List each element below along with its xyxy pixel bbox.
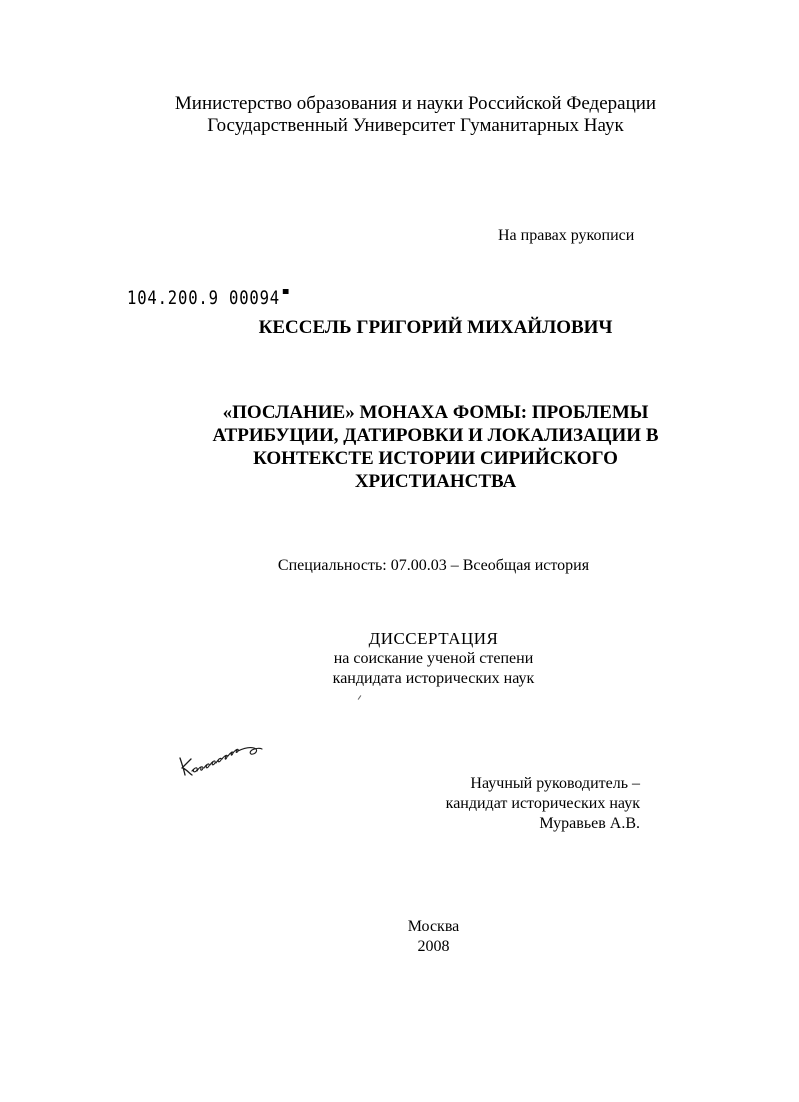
catalog-stamp bbox=[127, 287, 288, 309]
title-line: АТРИБУЦИИ, ДАТИРОВКИ И ЛОКАЛИЗАЦИИ В bbox=[212, 425, 659, 446]
city-name: Москва bbox=[407, 918, 460, 935]
handwritten-signature bbox=[176, 744, 272, 788]
dissertation-title bbox=[0, 401, 799, 493]
year: 2008 bbox=[417, 938, 450, 955]
institution-header bbox=[0, 93, 799, 137]
dissertation-heading: ДИССЕРТАЦИЯ bbox=[368, 629, 499, 648]
rights-note: На правах рукописи bbox=[498, 227, 635, 244]
catalog-stamp-number: 104.200.9 00094 bbox=[127, 287, 281, 309]
title-line: КОНТЕКСТЕ ИСТОРИИ СИРИЙСКОГО bbox=[253, 448, 618, 469]
supervisor-name: Муравьев А.В. bbox=[539, 815, 640, 832]
supervisor-role: Научный руководитель – bbox=[470, 775, 640, 792]
specialty-line: Специальность: 07.00.03 – Всеобщая история bbox=[277, 557, 590, 574]
dissertation-block bbox=[0, 629, 799, 689]
supervisor-block bbox=[446, 774, 640, 834]
title-line: «ПОСЛАНИЕ» МОНАХА ФОМЫ: ПРОБЛЕМЫ bbox=[222, 402, 649, 423]
stamp-mark-icon bbox=[282, 289, 288, 294]
university-name: Государственный Университет Гуманитарных Наук bbox=[207, 115, 624, 136]
imprint bbox=[0, 917, 799, 957]
supervisor-degree: кандидат исторических наук bbox=[445, 795, 640, 812]
stray-mark bbox=[358, 695, 362, 700]
title-line: ХРИСТИАНСТВА bbox=[354, 471, 517, 492]
author-name: КЕССЕЛЬ ГРИГОРИЙ МИХАЙЛОВИЧ bbox=[258, 317, 613, 338]
ministry-name: Министерство образования и науки Российской Федерации bbox=[174, 93, 657, 114]
degree-purpose-line: на соискание ученой степени bbox=[333, 650, 534, 667]
degree-name-line: кандидата исторических наук bbox=[332, 670, 535, 687]
